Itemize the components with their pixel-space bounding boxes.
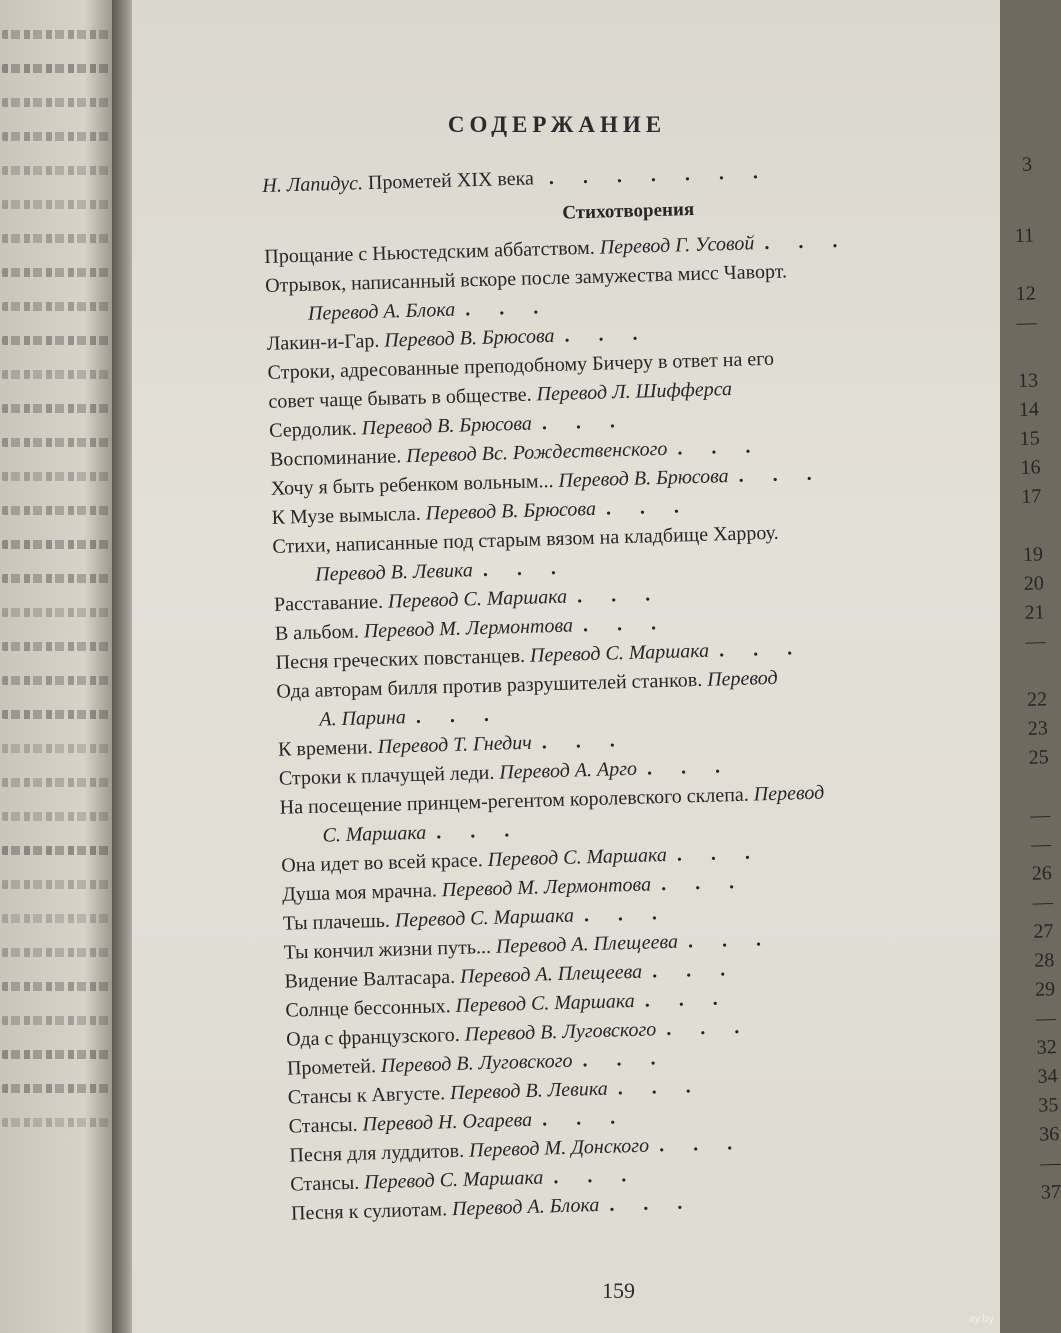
entry-title: Душа моя мрачна. bbox=[281, 879, 438, 906]
entry-page: 13 bbox=[1017, 369, 1039, 392]
entry-translator-line2: А. Парина bbox=[319, 706, 407, 731]
entry-title: Песня к сулиотам. bbox=[290, 1198, 448, 1225]
entry-page: 15 bbox=[1019, 427, 1041, 450]
previous-page-text-line bbox=[2, 608, 114, 617]
entry-title: Расставание. bbox=[273, 590, 384, 616]
leader-dots: . . . bbox=[541, 729, 627, 754]
leader-dots: . . . bbox=[576, 582, 663, 608]
entry-translator: Перевод А. Плещеева bbox=[495, 930, 679, 958]
entry-page: 23 bbox=[1027, 717, 1049, 740]
leader-dots: . . . bbox=[718, 637, 805, 662]
previous-page-text-line bbox=[2, 336, 114, 345]
contents-page bbox=[132, 0, 1061, 1333]
leader-dots: . . . bbox=[677, 435, 763, 460]
leader-dots: . . . bbox=[651, 958, 738, 983]
entry-translator: Перевод А. Плещеева bbox=[459, 960, 643, 988]
leader-dots: . . . bbox=[644, 987, 730, 1012]
leader-dots: . . . bbox=[665, 1015, 752, 1041]
previous-page-text-line bbox=[2, 982, 114, 991]
previous-page-text-line bbox=[2, 234, 114, 243]
leader-dots: . . . bbox=[464, 296, 551, 321]
entry-title: Видение Валтасара. bbox=[284, 965, 456, 993]
entry-translator: Перевод А. Блока bbox=[307, 298, 456, 325]
entry-translator: Перевод В. Луговского bbox=[464, 1018, 657, 1046]
entry-title: Она идет во всей красе. bbox=[281, 849, 484, 877]
previous-page-text-line bbox=[2, 268, 114, 277]
entry-page: 11 bbox=[1014, 224, 1035, 248]
entry-title: Солнце бессонных. bbox=[285, 995, 451, 1022]
entry-page: 35 bbox=[1038, 1094, 1059, 1117]
entry-title: Песня для луддитов. bbox=[289, 1139, 465, 1167]
entry-translator: Перевод В. Брюсова bbox=[558, 465, 729, 492]
entry-page: 16 bbox=[1020, 456, 1041, 479]
leader-dots: . . . bbox=[435, 819, 522, 844]
entry-translator: Перевод М. Лермонтова bbox=[441, 873, 652, 902]
entry-page: 20 bbox=[1023, 572, 1045, 595]
entry-page: — bbox=[1032, 891, 1054, 914]
entry-translator: Перевод Вс. Рождественского bbox=[405, 437, 668, 468]
entry-title: Хочу я быть ребенком вольным... bbox=[270, 469, 554, 500]
entry-title: Песня греческих повстанцев. bbox=[275, 644, 526, 674]
entry-translator: Перевод А. Блока bbox=[451, 1193, 600, 1221]
entry-translator: Перевод В. Луговского bbox=[380, 1049, 573, 1078]
entry-page: — bbox=[1025, 630, 1046, 653]
entry-title: Прощание с Ньюстедским аббатством. bbox=[264, 236, 596, 268]
entry-title: К Музе вымысла. bbox=[271, 502, 422, 529]
entry-title: Сердолик. bbox=[268, 417, 358, 442]
previous-page-text-line bbox=[2, 676, 114, 685]
leader-dots: . . . bbox=[582, 1047, 668, 1072]
entry-translator: Перевод Г. Усовой bbox=[599, 232, 755, 259]
entry-title: Воспоминание. bbox=[269, 445, 402, 471]
leader-dots: . . . bbox=[687, 928, 774, 953]
entry-title: Ты плачешь. bbox=[282, 909, 391, 935]
entry-title: Отрывок, написанный вскоре после замужества мисс Чаворт. bbox=[264, 260, 788, 297]
entry-translator: Перевод В. Брюсова bbox=[425, 497, 597, 525]
leader-dots: . . . bbox=[415, 703, 502, 728]
toc-entries bbox=[264, 221, 1061, 1228]
entry-title-line2: совет чаще бывать в обществе. bbox=[268, 383, 532, 413]
page-number: 159 bbox=[602, 1278, 635, 1303]
entry-translator: Перевод С. Маршака bbox=[455, 989, 635, 1017]
previous-page-text-line bbox=[2, 880, 114, 889]
entry-translator: Перевод С. Маршака bbox=[387, 585, 568, 613]
watermark: ay.by bbox=[968, 1313, 994, 1325]
entry-title: На посещение принцем-регентом королевского склепа. bbox=[279, 783, 750, 819]
entry-title: Ты кончил жизни путь... bbox=[283, 935, 492, 964]
previous-page-text-line bbox=[2, 1118, 114, 1127]
previous-page-text-line bbox=[2, 914, 114, 923]
leader-dots: . . . bbox=[582, 611, 669, 637]
intro-author: Н. Лапидус. bbox=[262, 172, 364, 197]
entry-page: 17 bbox=[1021, 485, 1042, 508]
previous-page-text-line bbox=[2, 404, 114, 413]
entry-translator: Перевод С. Маршака bbox=[487, 843, 668, 871]
previous-page-text-line bbox=[2, 1084, 114, 1093]
entry-translator: Перевод С. Маршака bbox=[363, 1166, 544, 1194]
entry-title: В альбом. bbox=[274, 620, 360, 645]
entry-translator: Перевод Н. Огарева bbox=[362, 1108, 533, 1136]
previous-page-text-line bbox=[2, 846, 114, 855]
leader-dots: . . . bbox=[658, 1131, 745, 1157]
entry-page: 26 bbox=[1031, 862, 1053, 885]
intro-title: Прометей XIX века bbox=[367, 167, 535, 195]
leader-dots: . . . bbox=[646, 755, 733, 780]
previous-page-text-line bbox=[2, 778, 114, 787]
entry-translator: Перевод В. Брюсова bbox=[383, 324, 555, 352]
entry-title: Лакин-и-Гар. bbox=[266, 329, 380, 355]
entry-page: 12 bbox=[1015, 282, 1036, 305]
entry-page: 21 bbox=[1024, 601, 1045, 624]
previous-page-text-line bbox=[2, 1016, 114, 1025]
entry-page: 14 bbox=[1018, 398, 1040, 421]
leader-dots: . . . bbox=[541, 409, 628, 435]
entry-page: 29 bbox=[1034, 978, 1056, 1001]
leader-dots: . . . bbox=[552, 1163, 639, 1189]
previous-page-text-line bbox=[2, 642, 114, 651]
leader-dots: . . . bbox=[541, 1106, 628, 1131]
leader-dots: . . . bbox=[764, 229, 850, 254]
entry-translator-line2: С. Маршака bbox=[322, 821, 427, 847]
entry-translator: Перевод А. Арго bbox=[499, 757, 638, 784]
entry-title: Стансы к Августе. bbox=[287, 1082, 446, 1109]
entry-translator: Перевод М. Лермонтова bbox=[363, 614, 574, 643]
entry-page: 22 bbox=[1026, 688, 1048, 711]
entry-page: 37 bbox=[1040, 1181, 1061, 1204]
entry-title: Прометей. bbox=[286, 1055, 377, 1080]
entry-translator: Перевод В. Левика bbox=[314, 559, 474, 586]
entry-translator: Перевод В. Левика bbox=[449, 1077, 608, 1105]
previous-page-text-line bbox=[2, 948, 114, 957]
entry-title: Стихи, написанные под старым вязом на кладбище Харроу. bbox=[272, 521, 779, 558]
previous-page-text-line bbox=[2, 744, 114, 753]
previous-page-text-line bbox=[2, 64, 114, 73]
section-heading: Стихотворения bbox=[562, 198, 695, 224]
entry-title: Ода авторам билля против разрушителей станков. bbox=[276, 668, 703, 703]
previous-page-text-line bbox=[2, 506, 114, 515]
previous-page-text-line bbox=[2, 472, 114, 481]
leader-dots: . . . bbox=[660, 870, 747, 896]
entry-title: Стансы. bbox=[289, 1171, 360, 1196]
entry-page: — bbox=[1016, 311, 1037, 334]
entry-title-line1: Строки, адресованные преподобному Бичеру в ответ на его bbox=[267, 347, 775, 384]
entry-page: 25 bbox=[1028, 746, 1049, 769]
table-of-contents bbox=[262, 151, 1061, 1229]
previous-page-text-line bbox=[2, 710, 114, 719]
entry-page: 19 bbox=[1022, 543, 1044, 566]
entry-page: 27 bbox=[1033, 920, 1054, 943]
entry-translator: Перевод Т. Гнедич bbox=[377, 731, 533, 758]
entry-page: 36 bbox=[1038, 1123, 1060, 1146]
leader-dots: . . . bbox=[738, 462, 824, 487]
previous-page-text-line bbox=[2, 574, 114, 583]
entry-title: Стансы. bbox=[288, 1113, 358, 1138]
previous-page-text-line bbox=[2, 30, 114, 39]
previous-page-text-line bbox=[2, 200, 114, 209]
entry-title: Ода с французского. bbox=[285, 1023, 461, 1051]
intro-page: 3 bbox=[1021, 153, 1033, 176]
leader-dots: . . . bbox=[676, 841, 763, 866]
entry-translator-line1: Перевод bbox=[753, 781, 825, 806]
entry-page: 34 bbox=[1037, 1065, 1058, 1088]
entry-page: — bbox=[1035, 1007, 1057, 1030]
entry-page: — bbox=[1030, 833, 1052, 856]
leader-dots: . . . bbox=[617, 1075, 703, 1100]
leader-dots: . . . bbox=[482, 556, 569, 581]
previous-page-text-line bbox=[2, 812, 114, 821]
entry-page: — bbox=[1029, 804, 1051, 827]
leader-dots: . . . bbox=[564, 322, 650, 347]
entry-translator: Перевод С. Маршака bbox=[394, 904, 575, 932]
entry-page: 32 bbox=[1036, 1036, 1058, 1059]
leader-dots: . . . bbox=[605, 495, 692, 520]
previous-page-text-line bbox=[2, 1050, 114, 1059]
entry-translator: Перевод М. Донского bbox=[468, 1134, 650, 1162]
entry-translator: Перевод Л. Шифферса bbox=[536, 377, 733, 406]
entry-title: Строки к плачущей леди. bbox=[278, 761, 495, 790]
entry-translator: Перевод В. Брюсова bbox=[361, 412, 533, 440]
previous-page-text-line bbox=[2, 166, 114, 175]
previous-page-text-line bbox=[2, 132, 114, 141]
previous-page-text-line bbox=[2, 98, 114, 107]
entry-page: — bbox=[1039, 1152, 1061, 1175]
previous-page-edge bbox=[0, 0, 120, 1333]
leader-dots: . . . bbox=[583, 901, 670, 927]
previous-page-text-line bbox=[2, 302, 114, 311]
leader-dots: . . . bbox=[608, 1191, 695, 1216]
entry-translator-line1: Перевод bbox=[706, 666, 778, 691]
previous-page-text-line bbox=[2, 540, 114, 549]
previous-page-text-line bbox=[2, 438, 114, 447]
entry-page: 28 bbox=[1034, 949, 1055, 972]
entry-translator: Перевод С. Маршака bbox=[529, 639, 710, 667]
previous-page-text-line bbox=[2, 370, 114, 379]
entry-title: К времени. bbox=[277, 736, 374, 761]
leader-dots: . . . . . . . bbox=[548, 160, 771, 189]
page-title: СОДЕРЖАНИЕ bbox=[447, 112, 667, 137]
